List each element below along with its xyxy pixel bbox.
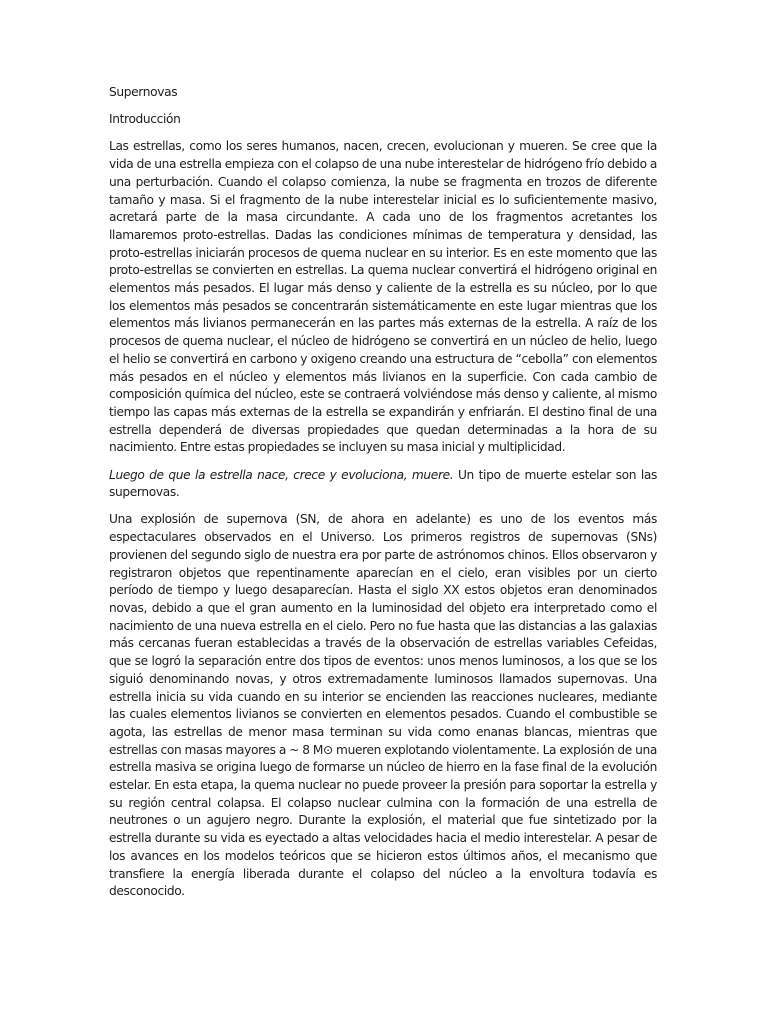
paragraph-2-text: Un tipo de muerte estelar son las supernovas. <box>109 467 657 500</box>
paragraph-2-italic-lead: Luego de que la estrella nace, crece y evoluciona, muere. <box>109 467 454 482</box>
document-title: Supernovas <box>109 85 178 99</box>
section-heading: Introducción <box>109 112 181 127</box>
paragraph-1: Las estrellas, como los seres humanos, nacen, crecen, evolucionan y mueren. Se cree que la vida de una estrella empieza con el colapso de una nube interestelar de hidrógeno frío debido a una perturbación. Cuando el colapso comienza, la nube se fragmenta en trozos de diferente tamaño y masa. Si el fragmento de la nube interestelar inicial es lo suficientemente masivo, acretará parte de la masa circundante. A cada uno de los fragmentos acretantes los llamaremos proto-estrellas. Dadas las condiciones mínimas de temperatura y densidad, las proto-estrellas iniciarán procesos de quema nuclear en su interior. Es en este momento que las proto-estrellas se convierten en estrellas. La quema nuclear convertirá el hidrógeno original en elementos más pesados. El lugar más denso y caliente de la estrella es su núcleo, por lo que los elementos más pesados se concentrarán sistemáticamente en este lugar mientras que los elementos más livianos permanecerán en las partes más externas de la estrella. A raíz de los procesos de quema nuclear, el núcleo de hidrógeno se convertirá en un núcleo de helio, luego el helio se convertirá en carbono y oxigeno creando una estructura de “cebolla” con elementos más pesados en el núcleo y elementos más livianos en la superficie. Con cada cambio de composición química del núcleo, este se contraerá volviéndose más denso y caliente, al mismo tiempo las capas más externas de la estrella se expandirán y enfriarán. El destino final de una estrella dependerá de diversas propiedades que quedan determinadas a la hora de su nacimiento. Entre estas propiedades se incluyen su masa inicial y multiplicidad. <box>109 139 657 455</box>
paragraph-3: Una explosión de supernova (SN, de ahora en adelante) es uno de los eventos más espectaculares observados en el Universo. Los primeros registros de supernovas (SNs) provienen del segundo siglo de nuestra era por parte de astrónomos chinos. Ellos observaron y registraron objetos que repentinamente aparecían en el cielo, eran visibles por un cierto período de tiempo y luego desaparecían. Hasta el siglo XX estos objetos eran denominados novas, debido a que el gran aumento en la luminosidad del objeto era interpretado como el nacimiento de una nueva estrella en el cielo. Pero no fue hasta que las distancias a las galaxias más cercanas fueran establecidas a través de la observación de estrellas variables Cefeidas, que se logró la separación entre dos tipos de eventos: unos menos luminosos, a los que se los siguió denominando novas, y otros extremadamente luminosos llamados supernovas. Una estrella inicia su vida cuando en su interior se encienden las reacciones nucleares, mediante las cuales elementos livianos se convierten en elementos pesados. Cuando el combustible se agota, las estrellas de menor masa terminan su vida como enanas blancas, mientras que estrellas con masas mayores a ~ 8 M⊙ mueren explotando violentamente. La explosión de una estrella masiva se origina luego de formarse un núcleo de hierro en la fase final de la evolución estelar. En esta etapa, la quema nuclear no puede proveer la presión para soportar la estrella y su región central colapsa. El colapso nuclear culmina con la formación de una estrella de neutrones o un agujero negro. Durante la explosión, el material que fue sintetizado por la estrella durante su vida es eyectado a altas velocidades hacia el medio interestelar. A pesar de los avances en los modelos teóricos que se hicieron estos últimos años, el mecanismo que transfiere la energía liberada durante el colapso del núcleo a la envoltura todavía es desconocido. <box>109 512 657 899</box>
paragraph-2 <box>109 467 657 502</box>
document-page <box>109 84 657 910</box>
